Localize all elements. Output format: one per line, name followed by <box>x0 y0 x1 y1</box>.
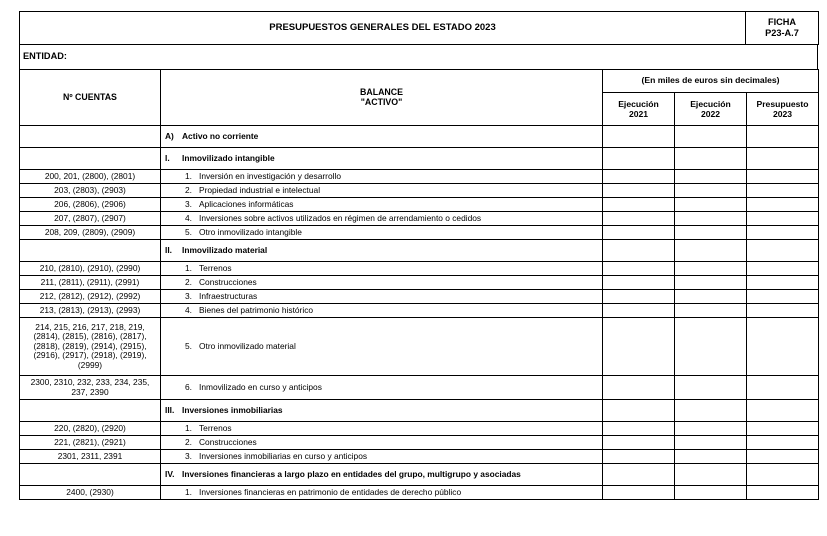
item-number: 4. <box>185 212 192 223</box>
account-codes: 2300, 2310, 232, 233, 234, 235, 237, 2390 <box>20 376 161 400</box>
value-2023-cell[interactable] <box>747 450 819 464</box>
account-codes: 2301, 2311, 2391 <box>20 450 161 464</box>
value-2021-cell[interactable] <box>603 486 675 500</box>
year-header <box>603 93 675 126</box>
value-2023-cell[interactable] <box>747 262 819 276</box>
item-number: 2. <box>185 276 192 287</box>
value-2023-cell[interactable] <box>747 212 819 226</box>
table-row <box>20 184 819 198</box>
account-codes: 2400, (2930) <box>20 486 161 500</box>
year-header-year: 2021 <box>628 109 649 119</box>
item-label: Activo no corriente <box>182 130 259 141</box>
year-header-label: Presupuesto <box>756 98 809 109</box>
table-row <box>20 304 819 318</box>
item-label: Construcciones <box>199 436 257 447</box>
account-codes: 221, (2821), (2921) <box>20 436 161 450</box>
item-number: 1. <box>185 170 192 181</box>
line-item <box>161 436 603 450</box>
value-2022-cell[interactable] <box>675 170 747 184</box>
account-codes: 214, 215, 216, 217, 218, 219, (2814), (2815), (2816), (2817), (2818), (2819), (2914), (2915), (2916), (2917), (2918), (2919), (2999) <box>20 318 161 376</box>
item-number: A) <box>165 130 174 141</box>
budget-form <box>19 11 818 500</box>
value-2023-cell[interactable] <box>747 184 819 198</box>
item-label: Inversión en investigación y desarrollo <box>199 170 341 181</box>
table-row <box>20 226 819 240</box>
table-row <box>20 400 819 422</box>
table-row <box>20 170 819 184</box>
value-2023-cell[interactable] <box>747 304 819 318</box>
item-number: III. <box>165 404 175 415</box>
table-row <box>20 318 819 376</box>
value-2022-cell[interactable] <box>675 184 747 198</box>
value-2023-cell[interactable] <box>747 198 819 212</box>
line-item <box>161 276 603 290</box>
value-2021-cell[interactable] <box>603 436 675 450</box>
table-row <box>20 464 819 486</box>
value-2022-cell[interactable] <box>675 212 747 226</box>
line-item <box>161 170 603 184</box>
value-2021-cell[interactable] <box>603 276 675 290</box>
year-header-label: Ejecución <box>690 98 731 109</box>
item-label: Inversiones financieras en patrimonio de entidades de derecho público <box>199 486 462 497</box>
item-number: 2. <box>185 184 192 195</box>
value-2023-cell[interactable] <box>747 226 819 240</box>
balance-header <box>161 70 603 126</box>
value-2021-cell[interactable] <box>603 262 675 276</box>
table-row <box>20 198 819 212</box>
item-number: 5. <box>185 340 192 351</box>
value-2021-cell[interactable] <box>603 464 675 486</box>
value-2022-cell[interactable] <box>675 486 747 500</box>
account-codes <box>20 400 161 422</box>
ficha-label: FICHA <box>767 17 797 27</box>
value-2022-cell[interactable] <box>675 318 747 376</box>
table-row <box>20 212 819 226</box>
value-2021-cell[interactable] <box>603 212 675 226</box>
item-number: 2. <box>185 436 192 447</box>
item-number: 3. <box>185 290 192 301</box>
line-item <box>161 212 603 226</box>
item-label: Terrenos <box>199 422 232 433</box>
account-codes: 200, 201, (2800), (2801) <box>20 170 161 184</box>
item-label: Bienes del patrimonio histórico <box>199 304 314 315</box>
unit-note: (En miles de euros sin decimales) <box>603 70 819 93</box>
value-2023-cell[interactable] <box>747 276 819 290</box>
line-item <box>161 290 603 304</box>
value-2023-cell[interactable] <box>747 376 819 400</box>
item-number: 4. <box>185 304 192 315</box>
value-2021-cell[interactable] <box>603 450 675 464</box>
value-2023-cell[interactable] <box>747 318 819 376</box>
value-2021-cell[interactable] <box>603 170 675 184</box>
item-label: Infraestructuras <box>199 290 258 301</box>
value-2023-cell[interactable] <box>747 464 819 486</box>
account-codes: 213, (2813), (2913), (2993) <box>20 304 161 318</box>
value-2022-cell[interactable] <box>675 400 747 422</box>
item-number: 6. <box>185 381 192 392</box>
account-codes <box>20 464 161 486</box>
line-item <box>161 198 603 212</box>
account-codes: 207, (2807), (2907) <box>20 212 161 226</box>
account-codes: 208, 209, (2809), (2909) <box>20 226 161 240</box>
account-codes: 211, (2811), (2911), (2991) <box>20 276 161 290</box>
table-row <box>20 486 819 500</box>
value-2023-cell[interactable] <box>747 436 819 450</box>
item-number: 3. <box>185 198 192 209</box>
item-label: Otro inmovilizado intangible <box>199 226 302 237</box>
year-header-year: 2022 <box>700 109 721 119</box>
value-2023-cell[interactable] <box>747 486 819 500</box>
line-item <box>161 226 603 240</box>
line-item <box>161 450 603 464</box>
item-number: 1. <box>185 262 192 273</box>
item-number: I. <box>165 152 170 163</box>
item-number: IV. <box>165 468 175 479</box>
value-2023-cell[interactable] <box>747 400 819 422</box>
line-item <box>161 376 603 400</box>
value-2022-cell[interactable] <box>675 376 747 400</box>
value-2022-cell[interactable] <box>675 148 747 170</box>
value-2023-cell[interactable] <box>747 240 819 262</box>
form-title: PRESUPUESTOS GENERALES DEL ESTADO 2023 <box>20 12 746 45</box>
value-2022-cell[interactable] <box>675 436 747 450</box>
item-number: 5. <box>185 226 192 237</box>
value-2022-cell[interactable] <box>675 240 747 262</box>
value-2023-cell[interactable] <box>747 422 819 436</box>
value-2023-cell[interactable] <box>747 148 819 170</box>
item-label: Terrenos <box>199 262 232 273</box>
value-2021-cell[interactable] <box>603 290 675 304</box>
value-2021-cell[interactable] <box>603 376 675 400</box>
value-2022-cell[interactable] <box>675 126 747 148</box>
table-row <box>20 276 819 290</box>
value-2021-cell[interactable] <box>603 148 675 170</box>
ficha-number: P23-A.7 <box>765 28 799 38</box>
item-label: Inversiones inmobiliarias <box>182 404 283 415</box>
value-2021-cell[interactable] <box>603 240 675 262</box>
section-heading <box>161 464 603 486</box>
table-row <box>20 450 819 464</box>
account-codes: 220, (2820), (2920) <box>20 422 161 436</box>
item-number: 1. <box>185 422 192 433</box>
entidad-label: ENTIDAD: <box>20 45 818 70</box>
account-codes <box>20 240 161 262</box>
value-2023-cell[interactable] <box>747 170 819 184</box>
account-codes: 206, (2806), (2906) <box>20 198 161 212</box>
section-heading <box>161 126 603 148</box>
value-2022-cell[interactable] <box>675 198 747 212</box>
item-label: Construcciones <box>199 276 257 287</box>
value-2022-cell[interactable] <box>675 226 747 240</box>
cuentas-header: Nº CUENTAS <box>20 70 161 126</box>
value-2021-cell[interactable] <box>603 422 675 436</box>
item-label: Inversiones inmobiliarias en curso y anticipos <box>199 450 368 461</box>
entidad-table <box>19 44 818 70</box>
section-heading <box>161 148 603 170</box>
table-row <box>20 290 819 304</box>
item-number: 3. <box>185 450 192 461</box>
account-codes: 210, (2810), (2910), (2990) <box>20 262 161 276</box>
year-header-label: Ejecución <box>618 98 659 109</box>
value-2022-cell[interactable] <box>675 464 747 486</box>
value-2022-cell[interactable] <box>675 422 747 436</box>
value-2021-cell[interactable] <box>603 226 675 240</box>
balance-subtitle: "ACTIVO" <box>360 96 403 107</box>
item-label: Aplicaciones informáticas <box>199 198 294 209</box>
item-label: Inmovilizado intangible <box>182 152 275 163</box>
table-row <box>20 376 819 400</box>
table-row <box>20 422 819 436</box>
line-item <box>161 422 603 436</box>
value-2023-cell[interactable] <box>747 126 819 148</box>
value-2021-cell[interactable] <box>603 198 675 212</box>
account-codes: 212, (2812), (2912), (2992) <box>20 290 161 304</box>
section-heading <box>161 240 603 262</box>
balance-title: BALANCE <box>359 86 403 97</box>
year-header <box>675 93 747 126</box>
item-label: Inmovilizado material <box>182 244 268 255</box>
line-item <box>161 262 603 276</box>
item-label: Inversiones financieras a largo plazo en entidades del grupo, multigrupo y asociadas <box>182 468 521 479</box>
year-header <box>747 93 819 126</box>
value-2022-cell[interactable] <box>675 290 747 304</box>
table-row <box>20 240 819 262</box>
table-row <box>20 262 819 276</box>
item-number: II. <box>165 244 172 255</box>
table-row <box>20 436 819 450</box>
value-2021-cell[interactable] <box>603 318 675 376</box>
line-item <box>161 304 603 318</box>
item-label: Propiedad industrial e intelectual <box>199 184 321 195</box>
item-label: Otro inmovilizado material <box>199 340 296 351</box>
table-row <box>20 126 819 148</box>
value-2022-cell[interactable] <box>675 450 747 464</box>
table-row <box>20 148 819 170</box>
value-2021-cell[interactable] <box>603 184 675 198</box>
ficha-code <box>746 12 819 45</box>
value-2023-cell[interactable] <box>747 290 819 304</box>
value-2021-cell[interactable] <box>603 304 675 318</box>
account-codes <box>20 148 161 170</box>
item-number: 1. <box>185 486 192 497</box>
item-label: Inmovilizado en curso y anticipos <box>199 381 322 392</box>
year-header-year: 2023 <box>772 109 793 119</box>
balance-rows <box>20 126 819 500</box>
value-2022-cell[interactable] <box>675 276 747 290</box>
value-2021-cell[interactable] <box>603 126 675 148</box>
value-2022-cell[interactable] <box>675 304 747 318</box>
section-heading <box>161 400 603 422</box>
line-item <box>161 318 603 376</box>
line-item <box>161 486 603 500</box>
item-label: Inversiones sobre activos utilizados en régimen de arrendamiento o cedidos <box>199 212 482 223</box>
balance-table <box>19 69 819 500</box>
value-2022-cell[interactable] <box>675 262 747 276</box>
value-2021-cell[interactable] <box>603 400 675 422</box>
header-table <box>19 11 819 45</box>
account-codes: 203, (2803), (2903) <box>20 184 161 198</box>
account-codes <box>20 126 161 148</box>
line-item <box>161 184 603 198</box>
